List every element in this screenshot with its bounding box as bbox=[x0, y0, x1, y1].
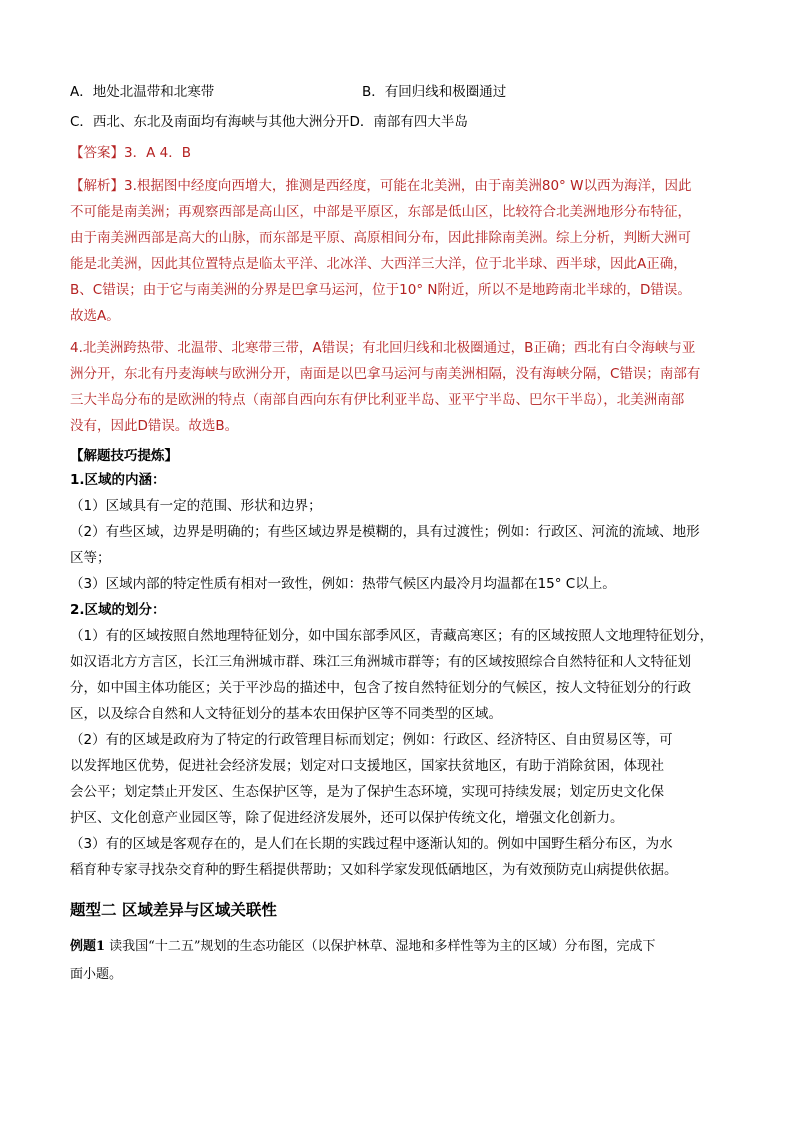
text-line: 稻育种专家寻找杂交育种的野生稻提供帮助；又如科学家发现低硒地区，为有效预防克山病提供依据。 bbox=[70, 862, 678, 878]
answer-line: 【答案】3．A 4．B bbox=[70, 145, 191, 161]
text-line: （1）区域具有一定的范围、形状和边界； bbox=[70, 498, 322, 514]
tips-section-2 bbox=[70, 623, 730, 883]
options-row-1 bbox=[70, 82, 730, 102]
text-line: B、C错误；由于它与南美洲的分界是巴拿马运河，位于10° N附近，所以不是地跨南北半球的，D错误。 bbox=[70, 282, 691, 298]
option-c: C．西北、东北及南面均有海峡与其他大洲分开 bbox=[70, 114, 350, 130]
text-line: 4.北美洲跨热带、北温带、北寒带三带，A错误；有北回归线和北极圈通过，B正确；西北有白令海峡与亚 bbox=[70, 340, 696, 356]
text-line: 区，以及综合自然和人文特征划分的基本农田保护区等不同类型的区域。 bbox=[70, 706, 502, 722]
example-text-line-1: 读我国“十二五”规划的生态功能区（以保护林草、湿地和多样性等为主的区域）分布图，完成下 bbox=[105, 939, 656, 954]
text-line: （2）有的区域是政府为了特定的行政管理目标而划定；例如：行政区、经济特区、自由贸易区等，可 bbox=[70, 732, 673, 748]
tips-title: 【解题技巧提炼】 bbox=[70, 448, 178, 464]
tips-section-1 bbox=[70, 493, 730, 597]
tips-heading-1: 1.区域的内涵： bbox=[70, 472, 166, 488]
text-line: （3）区域内部的特定性质有相对一致性，例如：热带气候区内最冷月均温都在15° C以上。 bbox=[70, 576, 616, 592]
text-line: 如汉语北方方言区，长江三角洲城市群、珠江三角洲城市群等；有的区域按照综合自然特征和人文特征划 bbox=[70, 654, 691, 670]
text-line: 洲分开，东北有丹麦海峡与欧洲分开，南面是以巴拿马运河与南美洲相隔，没有海峡分隔，C错误；南部有 bbox=[70, 366, 701, 382]
options-row-2 bbox=[70, 112, 730, 132]
text-line: 区等； bbox=[70, 550, 111, 566]
example-question bbox=[70, 933, 730, 989]
example-label: 例题1 bbox=[70, 939, 106, 954]
text-line: 三大半岛分布的是欧洲的特点（南部自西向东有伊比利亚半岛、亚平宁半岛、巴尔干半岛），北美洲南部 bbox=[70, 392, 685, 408]
text-line: （3）有的区域是客观存在的，是人们在长期的实践过程中逐渐认知的。例如中国野生稻分布区，为水 bbox=[70, 836, 673, 852]
text-line: 由于南美洲西部是高大的山脉，而东部是平原、高原相间分布，因此排除南美洲。综上分析，判断大洲可 bbox=[70, 230, 691, 246]
document-page bbox=[70, 82, 730, 989]
text-line: 护区、文化创意产业园区等，除了促进经济发展外，还可以保护传统文化，增强文化创新力。 bbox=[70, 810, 624, 826]
option-a: A．地处北温带和北寒带 bbox=[70, 84, 215, 100]
analysis-q4 bbox=[70, 335, 730, 439]
analysis-block bbox=[70, 173, 730, 439]
section-title: 题型二 区域差异与区域关联性 bbox=[70, 901, 277, 919]
example-text-line-2: 面小题。 bbox=[70, 967, 123, 982]
text-line: （1）有的区域按照自然地理特征划分，如中国东部季风区，青藏高寒区；有的区域按照人文地理特征划分， bbox=[70, 628, 714, 644]
analysis-q3 bbox=[70, 173, 730, 329]
text-line: 【解析】3.根据图中经度向西增大，推测是西经度，可能在北美洲，由于南美洲80° W以西为海洋，因此 bbox=[70, 178, 692, 194]
text-line: 故选A。 bbox=[70, 308, 120, 324]
text-line: 以发挥地区优势，促进社会经济发展；划定对口支援地区，国家扶贫地区，有助于消除贫困，体现社 bbox=[70, 758, 664, 774]
text-line: 能是北美洲，因此其位置特点是临太平洋、北冰洋、大西洋三大洋，位于北半球、西半球，因此A正确， bbox=[70, 256, 687, 272]
text-line: （2）有些区域，边界是明确的；有些区域边界是模糊的，具有过渡性；例如：行政区、河流的流域、地形 bbox=[70, 524, 700, 540]
text-line: 会公平；划定禁止开发区、生态保护区等，是为了保护生态环境，实现可持续发展；划定历史文化保 bbox=[70, 784, 664, 800]
option-b: B．有回归线和极圈通过 bbox=[362, 84, 507, 100]
option-d: D．南部有四大半岛 bbox=[349, 114, 468, 130]
tips-heading-2: 2.区域的划分： bbox=[70, 602, 166, 618]
text-line: 分，如中国主体功能区；关于平沙岛的描述中，包含了按自然特征划分的气候区，按人文特征划分的行政 bbox=[70, 680, 691, 696]
text-line: 没有，因此D错误。故选B。 bbox=[70, 418, 239, 434]
text-line: 不可能是南美洲；再观察西部是高山区，中部是平原区，东部是低山区，比较符合北美洲地形分布特征， bbox=[70, 204, 691, 220]
